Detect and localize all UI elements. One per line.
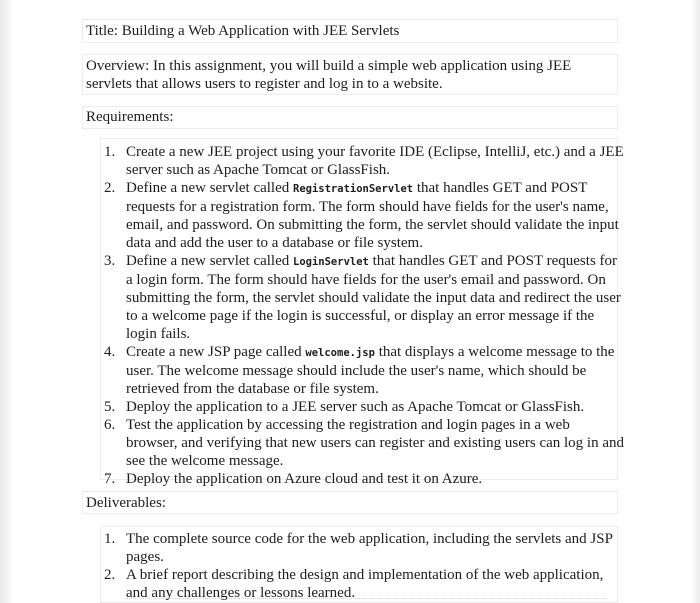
requirement-text: Test the application by accessing the registration and login pages in a web browser, and verifying that new users can register and existing users can log in and see the welcome message. [126,417,625,469]
list-number: 3. [104,253,116,269]
requirement-text-post: that handles GET and POST requests for a registration form. The form should have fields for the user's name, email, and password. On submitting the form, the servlet should validate the input data and add the user to a database or file system. [126,180,619,251]
requirement-item-3 [104,252,624,343]
inline-code: LoginServlet [293,256,369,268]
inline-code: welcome.jsp [305,347,375,359]
requirement-item-4 [104,343,624,398]
requirement-item-5 [104,398,624,416]
list-number: 7. [104,471,116,487]
list-number: 6. [104,417,116,433]
requirement-item-6 [104,416,624,470]
requirement-text: Deploy the application to a JEE server such as Apache Tomcat or GlassFish. [126,399,585,415]
requirement-text: Create a new JEE project using your favorite IDE (Eclipse, IntelliJ, etc.) and a JEE server such as Apache Tomcat or GlassFish. [126,144,624,178]
requirement-text-pre: Define a new servlet called [126,180,293,196]
overview-paragraph: Overview: In this assignment, you will build a simple web application using JEE servlets that allows users to register and log in to a website. [86,58,572,92]
cut-off-next-line [126,598,606,603]
requirement-text-pre: Create a new JSP page called [126,344,306,360]
inline-code: RegistrationServlet [293,183,414,195]
deliverable-item-2 [104,566,624,602]
deliverable-item-1 [104,530,624,566]
list-number: 2. [104,180,116,196]
requirement-text-post: that displays a welcome message to the user. The welcome message should include the user's name, which should be retrieved from the database or file system. [126,344,615,397]
requirement-text-pre: Define a new servlet called [126,253,293,269]
deliverable-text: The complete source code for the web application, including the servlets and JSP pages. [126,531,613,565]
list-number: 1. [104,144,116,160]
requirement-item-1 [104,143,624,179]
requirements-heading: Requirements: [86,109,174,125]
document-title: Title: Building a Web Application with JEE Servlets [86,23,400,39]
requirements-list [104,143,624,488]
deliverable-text: A brief report describing the design and implementation of the web application, and any challenges or lessons learned. [126,567,604,601]
requirement-text-post: that handles GET and POST requests for a login form. The form should have fields for the user's email and password. On submitting the form, the servlet should validate the input data and redirect the user to a welcome page if the login is successful, or display an error message if the login fails. [126,253,621,342]
list-number: 4. [104,344,116,360]
list-number: 1. [104,531,116,547]
requirement-item-7 [104,470,624,488]
requirement-text: Deploy the application on Azure cloud and test it on Azure. [126,471,483,487]
list-number: 2. [104,567,116,583]
deliverables-heading: Deliverables: [86,495,166,511]
requirement-item-2 [104,179,624,252]
list-number: 5. [104,399,116,415]
deliverables-list [104,530,624,602]
